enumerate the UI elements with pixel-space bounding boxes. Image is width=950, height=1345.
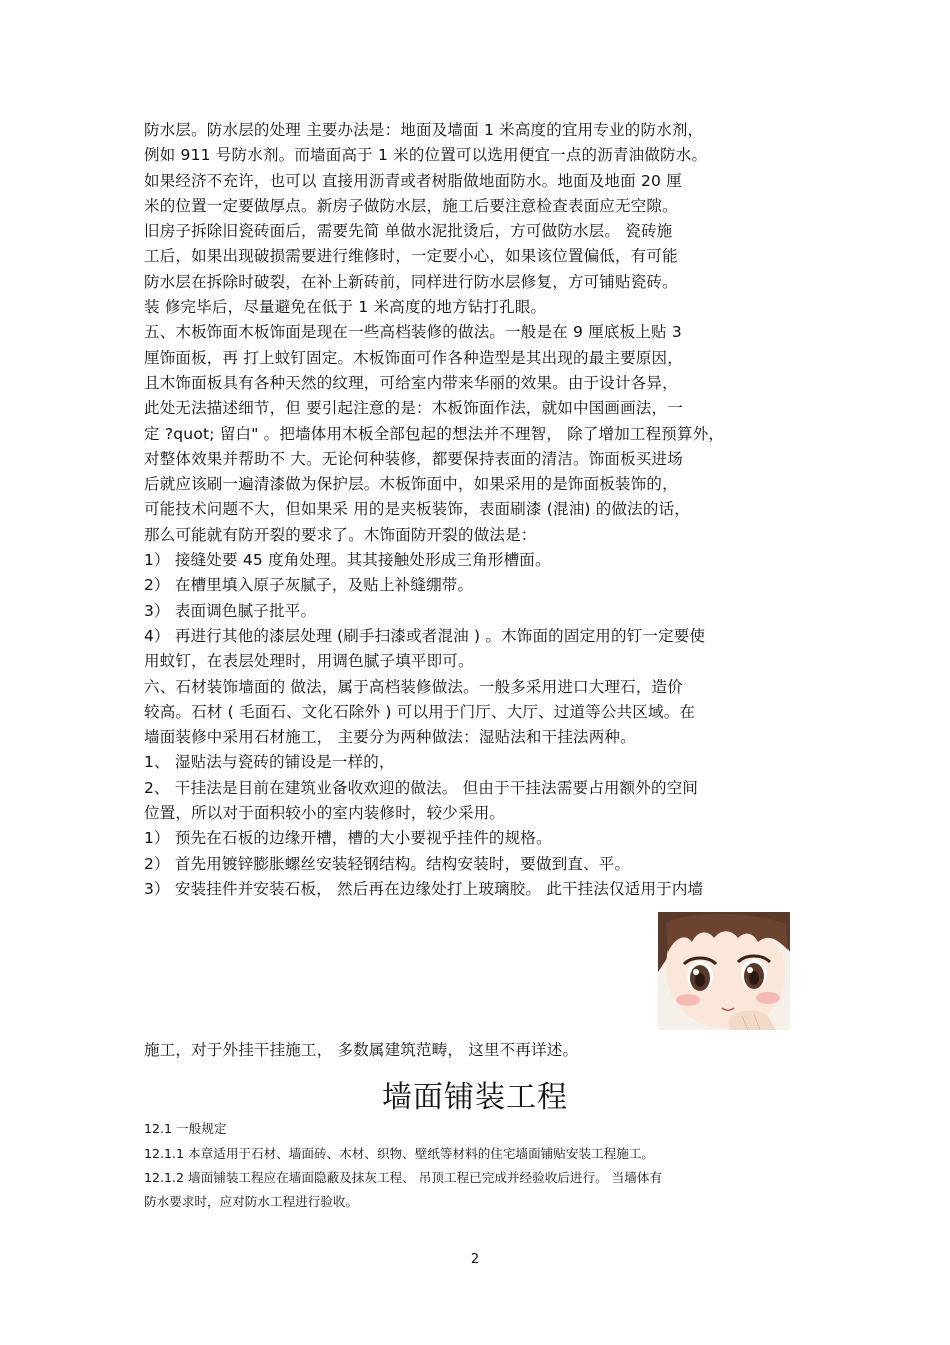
paragraph-line: 此处无法描述细节，但 要引起注意的是：木板饰面作法，就如中国画画法，一 [144,399,683,418]
paragraph-line: 较高。石材 ( 毛面石、文化石除外 ) 可以用于门厅、大厅、过道等公共区域。在 [144,702,696,721]
paragraph-line: 位置，所以对于面积较小的室内装修时，较少采用。 [144,804,506,823]
paragraph-line: 2） 在槽里填入原子灰腻子，及贴上补缝绷带。 [144,576,474,595]
section-title: 墙面铺装工程 [382,1080,568,1115]
paragraph-line: 六、石材装饰墙面的 做法，属于高档装修做法。一般多采用进口大理石，造价 [144,677,683,696]
paragraph-line: 可能技术问题不大，但如果采 用的是夹板装饰，表面刷漆 (混油) 的做法的话， [144,500,690,519]
paragraph-line: 那么可能就有防开裂的要求了。木饰面防开裂的做法是： [144,525,537,544]
paragraph-line: 且木饰面板具有各种天然的纹理，可给室内带来华丽的效果。由于设计各异， [144,373,678,392]
paragraph-line: 2、 干挂法是目前在建筑业备收欢迎的做法。 但由于干挂法需要占用额外的空间 [144,778,699,797]
clause-12-1-2-cont: 防水要求时，应对防水工程进行验收。 [144,1194,359,1209]
paragraph-line: 防水层。防水层的处理 主要办法是：地面及墙面 1 米高度的宜用专业的防水剂， [144,121,704,139]
anime-girl-illustration [658,912,790,1030]
paragraph-line: 1） 接缝处要 45 度角处理。其其接触处形成三角形槽面。 [144,551,551,570]
paragraph-line: 例如 911 号防水剂。而墙面高于 1 米的位置可以选用便宜一点的沥青油做防水。 [144,146,708,165]
page-number: 2 [470,1252,480,1267]
paragraph-line: 墙面装修中采用石材施工， 主要分为两种做法：湿贴法和干挂法两种。 [144,728,636,747]
paragraph-line: 防水层在拆除时破裂，在补上新砖前，同样进行防水层修复，方可铺贴瓷砖。 [144,272,678,291]
clause-12-1-2: 12.1.2 墙面铺装工程应在墙面隐蔽及抹灰工程、 吊顶工程已完成并经验收后进行。 当墙体有 [144,1170,663,1185]
paragraph-line: 五、木板饰面木板饰面是现在一些高档装修的做法。一般是在 9 厘底板上贴 3 [144,323,682,342]
paragraph-line: 如果经济不充许，也可以 直接用沥青或者树脂做地面防水。地面及地面 20 厘 [144,171,682,190]
paragraph-line: 工后，如果出现破损需要进行维修时，一定要小心，如果该位置偏低，有可能 [144,247,678,266]
paragraph-line: 后就应该刷一遍清漆做为保护层。木板饰面中，如果采用的是饰面板装饰的， [144,475,678,494]
paragraph-line: 用蚊钉，在表层处理时，用调色腻子填平即可。 [144,652,474,671]
paragraph-line: 2） 首先用镀锌膨胀螺丝安装轻钢结构。结构安装时，要做到直、平。 [144,854,631,873]
body-paragraphs [144,118,814,902]
paragraph-line: 对整体效果并帮助不 大。无论何种装修，都要保持表面的清洁。饰面板买进场 [144,449,683,468]
paragraph-line-after-figure: 施工，对于外挂干挂施工， 多数属建筑范畴， 这里不再详述。 [144,1041,579,1059]
paragraph-line: 4） 再进行其他的漆层处理 (刷手扫漆或者混油 ) 。木饰面的固定用的钉一定要使 [144,626,706,645]
paragraph-line: 1） 预先在石板的边缘开槽，槽的大小要视乎挂件的规格。 [144,829,552,848]
paragraph-line: 定 ?quot; 留白" 。把墙体用木板全部包起的想法并不理智， 除了增加工程预算外， [144,424,725,443]
paragraph-line: 装 修完毕后，尽量避免在低于 1 米高度的地方钻打孔眼。 [144,298,547,317]
paragraph-line: 1、 湿贴法与瓷砖的铺设是一样的， [144,753,395,772]
clause-12-1-1: 12.1.1 本章适用于石材、墙面砖、木材、织物、壁纸等材料的住宅墙面铺贴安装工程施工。 [144,1146,655,1161]
paragraph-line: 旧房子拆除旧瓷砖面后，需要先简 单做水泥批烫后，方可做防水层。 瓷砖施 [144,222,673,241]
paragraph-line: 3） 表面调色腻子批平。 [144,601,317,620]
paragraph-line: 米的位置一定要做厚点。新房子做防水层，施工后要注意检查表面应无空隙。 [144,196,678,215]
paragraph-line: 厘饰面板，再 打上蚊钉固定。木板饰面可作各种造型是其出现的最主要原因， [144,348,683,367]
paragraph-line: 3） 安装挂件并安装石板， 然后再在边缘处打上玻璃胶。 此干挂法仅适用于内墙 [144,879,704,898]
clause-12-1: 12.1 一般规定 [144,1121,227,1136]
